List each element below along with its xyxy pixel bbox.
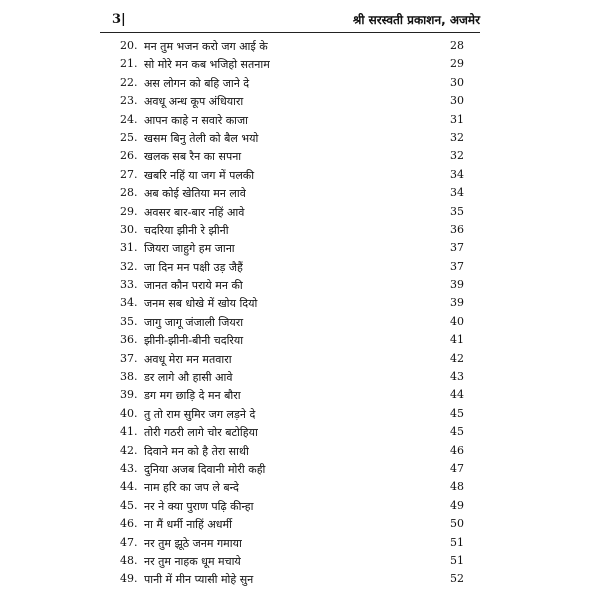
toc-entry-number: 21. <box>120 57 138 71</box>
toc-entry <box>100 516 480 534</box>
toc-entry-title: चदरिया झीनी रे झीनी <box>144 223 229 237</box>
toc-entry-page: 41 <box>450 333 464 347</box>
toc-entry-number: 28. <box>120 186 138 200</box>
toc-entry-title: तु तो राम सुमिर जग लड़ने दे <box>144 407 256 421</box>
toc-entry-number: 20. <box>120 39 138 52</box>
toc-entry-title: झीनी-झीनी-बीनी चदरिया <box>144 334 244 348</box>
toc-entry-page: 28 <box>450 39 464 52</box>
toc-entry <box>100 351 480 369</box>
toc-entry-number: 47. <box>120 535 138 549</box>
toc-entry-page: 51 <box>450 553 464 567</box>
toc-entry <box>100 332 480 350</box>
toc-entry-page: 44 <box>450 388 464 402</box>
toc-entry <box>100 148 480 166</box>
toc-entry <box>100 535 480 553</box>
toc-entry <box>100 498 480 516</box>
toc-entry-title: आपन काहे न सवारे काजा <box>144 113 249 127</box>
toc-entry-title: सो मोरे मन कब भजिहो सतनाम <box>144 58 270 72</box>
toc-entry-title: दिवाने मन को है तेरा साथी <box>144 444 249 458</box>
toc-entry-number: 33. <box>120 278 138 292</box>
toc-entry-number: 30. <box>120 222 138 236</box>
toc-entry-number: 45. <box>120 498 138 512</box>
toc-entry <box>100 295 480 313</box>
toc-entry-title: नर ने क्या पुराण पढ़ि कीन्हा <box>144 499 254 513</box>
toc-entry <box>100 259 480 277</box>
toc-entry-page: 45 <box>450 425 464 439</box>
toc-entry <box>100 553 480 571</box>
toc-entry <box>100 461 480 479</box>
toc-entry-number: 31. <box>120 241 138 255</box>
toc-entry-number: 37. <box>120 351 138 365</box>
toc-entry-title: जानत कौन पराये मन की <box>144 279 243 293</box>
toc-entry-title: जा दिन मन पक्षी उड़ जैहैं <box>144 260 243 274</box>
toc-entry-number: 41. <box>120 425 138 439</box>
toc-entry-page: 35 <box>450 204 464 218</box>
toc-entry-number: 23. <box>120 94 138 108</box>
toc-entry <box>100 277 480 295</box>
toc-entry-page: 48 <box>450 480 464 494</box>
toc-entry-number: 40. <box>120 406 138 420</box>
toc-entry <box>100 571 480 589</box>
toc-entry-page: 34 <box>450 167 464 181</box>
toc-entry-page: 32 <box>450 149 464 163</box>
toc-entry-page: 47 <box>450 461 464 475</box>
toc-entry <box>100 130 480 148</box>
toc-entry-number: 35. <box>120 314 138 328</box>
toc-entry-number: 39. <box>120 388 138 402</box>
toc-entry-page: 40 <box>450 314 464 328</box>
toc-entry-page: 52 <box>450 572 464 586</box>
toc-entry <box>100 38 480 56</box>
toc-entry-title: नाम हरि का जप ले बन्दे <box>144 481 239 495</box>
toc-entry-number: 25. <box>120 130 138 144</box>
page-number: 3| <box>112 12 126 27</box>
toc-entry-number: 44. <box>120 480 138 494</box>
toc-entry-title: पानी में मीन प्यासी मोहे सुन <box>144 573 254 587</box>
toc-entry-number: 43. <box>120 461 138 475</box>
toc-entry <box>100 112 480 130</box>
toc-entry-number: 42. <box>120 443 138 457</box>
toc-entry-title: जनम सब धोखे में खोय दियो <box>144 297 258 311</box>
toc-entry-page: 51 <box>450 535 464 549</box>
toc-entry <box>100 185 480 203</box>
toc-entry-number: 22. <box>120 75 138 89</box>
toc-entry <box>100 424 480 442</box>
toc-entry <box>100 56 480 74</box>
toc-entry-number: 36. <box>120 333 138 347</box>
toc-entry <box>100 167 480 185</box>
toc-entry-title: खसम बिनु तेली को बैल भयो <box>144 131 259 145</box>
toc-entry-page: 31 <box>450 112 464 126</box>
toc-entry-title: नर तुम झूठे जनम गमाया <box>144 536 242 550</box>
toc-entry-title: अवसर बार-बार नहिं आवे <box>144 205 245 219</box>
toc-entry <box>100 314 480 332</box>
toc-entry-page: 43 <box>450 370 464 384</box>
toc-entry-page: 29 <box>450 57 464 71</box>
toc-entry-page: 36 <box>450 222 464 236</box>
toc-entry-title: अवधू अन्ध कूप अंधियारा <box>144 95 244 109</box>
toc-entry <box>100 93 480 111</box>
toc-entry-number: 29. <box>120 204 138 218</box>
publisher-name: श्री सरस्वती प्रकाशन, अजमेर <box>352 13 480 27</box>
toc-entry-page: 45 <box>450 406 464 420</box>
toc-entry-title: डग मग छाड़ि दे मन बौरा <box>144 389 241 403</box>
book-page <box>100 6 500 600</box>
toc-entry-number: 26. <box>120 149 138 163</box>
toc-entry-title: अस लोगन को बहि जाने दे <box>144 76 250 90</box>
toc-entry-number: 46. <box>120 517 138 531</box>
toc-entry-title: अब कोई खेतिया मन लावे <box>144 187 246 201</box>
toc-entry <box>100 369 480 387</box>
toc-entry <box>100 240 480 258</box>
toc-entry-number: 32. <box>120 259 138 273</box>
toc-entry <box>100 75 480 93</box>
toc-entry-page: 30 <box>450 75 464 89</box>
toc-entry-number: 48. <box>120 553 138 567</box>
toc-entry-title: ना मैं धर्मी नाहिं अधर्मी <box>144 518 232 532</box>
toc-entry <box>100 443 480 461</box>
toc-entry-number: 49. <box>120 572 138 586</box>
toc-entry-title: दुनिया अजब दिवानी मोरी कही <box>144 462 266 476</box>
toc-entry-page: 37 <box>450 259 464 273</box>
toc-entry <box>100 406 480 424</box>
toc-entry-title: नर तुम नाहक धूम मचाये <box>144 554 241 568</box>
toc-entry-title: तोरी गठरी लागे चोर बटोहिया <box>144 426 258 440</box>
toc-entry-number: 34. <box>120 296 138 310</box>
toc-entry-number: 27. <box>120 167 138 181</box>
toc-entry-title: खबरि नहिं या जग में पलकी <box>144 168 255 182</box>
toc-entry-page: 49 <box>450 498 464 512</box>
toc-entry-title: मन तुम भजन करो जग आई के <box>144 40 268 53</box>
toc-entry-page: 39 <box>450 278 464 292</box>
toc-entry <box>100 387 480 405</box>
toc-entry <box>100 204 480 222</box>
toc-entry-page: 39 <box>450 296 464 310</box>
toc-entry-page: 50 <box>450 517 464 531</box>
page-header <box>100 6 480 33</box>
toc-entry-title: जागु जागू जंजाली जियरा <box>144 315 244 329</box>
table-of-contents <box>100 38 480 590</box>
toc-entry-page: 46 <box>450 443 464 457</box>
toc-entry-title: अवधू मेरा मन मतवारा <box>144 352 232 366</box>
toc-entry-page: 32 <box>450 130 464 144</box>
toc-entry-title: डर लागे औ हासी आवे <box>144 371 233 385</box>
toc-entry-page: 42 <box>450 351 464 365</box>
toc-entry-number: 38. <box>120 370 138 384</box>
toc-entry-number: 24. <box>120 112 138 126</box>
toc-entry <box>100 222 480 240</box>
toc-entry <box>100 479 480 497</box>
toc-entry-page: 37 <box>450 241 464 255</box>
toc-entry-title: जियरा जाहुगे हम जाना <box>144 242 235 256</box>
toc-entry-title: खलक सब रैन का सपना <box>144 150 242 164</box>
toc-entry-page: 34 <box>450 186 464 200</box>
toc-entry-page: 30 <box>450 94 464 108</box>
